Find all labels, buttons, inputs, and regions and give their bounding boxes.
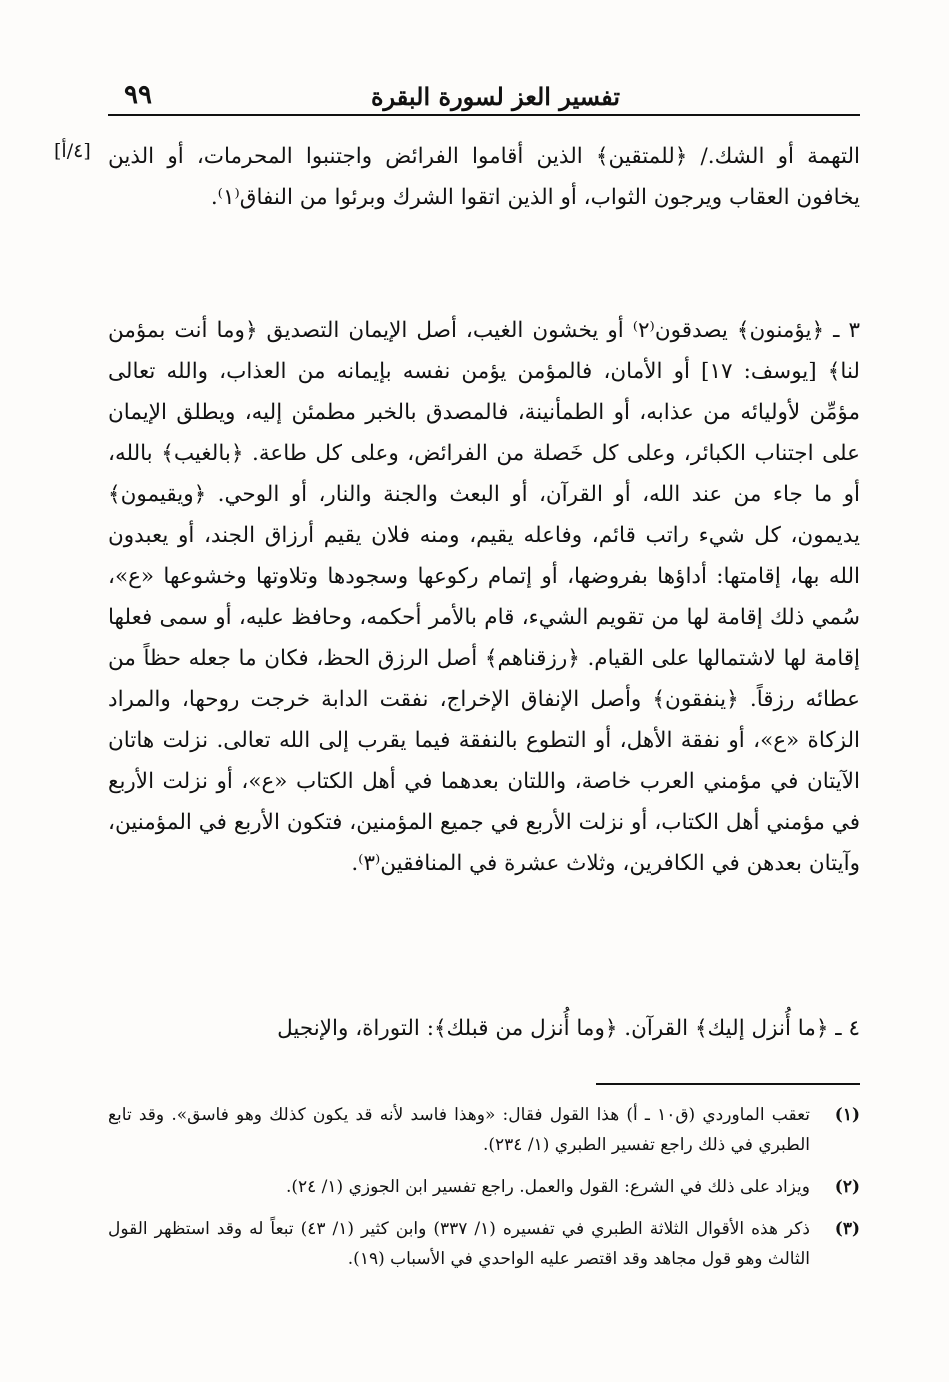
page-number: ٩٩: [124, 80, 152, 110]
paragraph-muttaqin: [108, 136, 860, 218]
footnote-number: (٢): [834, 1177, 860, 1197]
footnote-2: [108, 1172, 860, 1202]
footnote-text: تعقب الماوردي (ق١٠ ـ أ) هذا القول فقال: «وهذا فاسد لأنه قد يكون كذلك وهو فاسق». وقد تابع الطبري في ذلك راجع تفسير الطبري (١/ ٢٣٤).: [108, 1105, 810, 1155]
paragraph-text: ٤ ـ ﴿ما أُنزل إليك﴾ القرآن. ﴿وما أُنزل من قبلك﴾: التوراة، والإنجيل: [277, 1016, 860, 1041]
paragraph-text: التهمة أو الشك./ ﴿للمتقين﴾ الذين أقاموا الفرائض واجتنبوا المحرمات، أو الذين يخافون العقاب ويرجون الثواب، أو الذين اتقوا الشرك وبرئوا من النفاق⁽١⁾.: [108, 144, 860, 210]
footnote-text: ويزاد على ذلك في الشرع: القول والعمل. راجع تفسير ابن الجوزي (١/ ٢٤).: [285, 1177, 810, 1197]
running-header: [108, 76, 860, 116]
margin-folio-note: [٤/أ]: [54, 140, 91, 162]
paragraph-unzila: [108, 1008, 860, 1049]
footnote-text: ذكر هذه الأقوال الثلاثة الطبري في تفسيره (١/ ٣٣٧) وابن كثير (١/ ٤٣) تبعاً له وقد استظهر القول الثالث وهو قول مجاهد وقد اقتصر عليه الواحدي في الأسباب (١٩).: [108, 1219, 810, 1269]
header-title: تفسير العز لسورة البقرة: [370, 82, 620, 111]
paragraph-text: ٣ ـ ﴿يؤمنون﴾ يصدقون⁽٢⁾ أو يخشون الغيب، أصل الإيمان التصديق ﴿وما أنت بمؤمن لنا﴾ [يوسف: ١٧] أو الأمان، فالمؤمن يؤمن نفسه بإيمانه من العذاب، والله تعالى مؤمِّن لأوليائه من عذابه، أو الطمأنينة، فالمصدق بالخبر مطمئن إليه، ويطلق الإيمان على اجتناب الكبائر، وعلى كل خَصلة من الفرائض، وعلى كل طاعة. ﴿بالغيب﴾ بالله، أو ما جاء من عند الله، أو القرآن، أو البعث والجنة والنار، أو الوحي. ﴿ويقيمون﴾ يديمون، كل شيء راتب قائم، وفاعله يقيم، ومنه فلان يقيم أرزاق الجند، أو يعبدون الله بها، إقامتها: أداؤها بفروضها، أو إتمام ركوعها وسجودها وتلاوتها وخشوعها «ع»، سُمي ذلك إقامة لها من تقويم الشيء، قام بالأمر أحكمه، وحافظ عليه، أو سمى فعلها إقامة لها لاشتمالها على القيام. ﴿رزقناهم﴾ أصل الرزق الحظ، فكان ما جعله حظاً من عطائه رزقاً. ﴿ينفقون﴾ وأصل الإنفاق الإخراج، نفقت الدابة خرجت روحها، والمراد الزكاة «ع»، أو نفقة الأهل، أو التطوع بالنفقة فيما يقرب إلى الله تعالى. نزلت هاتان الآيتان في مؤمني العرب خاصة، واللتان بعدهما في أهل الكتاب «ع»، أو نزلت الأربع في مؤمني أهل الكتاب، أو نزلت الأربع في جميع المؤمنين، فتكون الأربع في المؤمنين، وآيتان بعدهن في الكافرين، وثلاث عشرة في المنافقين⁽٣⁾.: [108, 318, 860, 876]
header-rule: [108, 114, 860, 116]
paragraph-yuminun: [108, 310, 860, 884]
footnote-3: [108, 1214, 860, 1274]
footnote-1: [108, 1100, 860, 1160]
footnote-number: (١): [834, 1105, 860, 1125]
footnote-separator: [596, 1083, 860, 1085]
footnotes: [108, 1100, 860, 1286]
footnote-number: (٣): [834, 1219, 860, 1239]
